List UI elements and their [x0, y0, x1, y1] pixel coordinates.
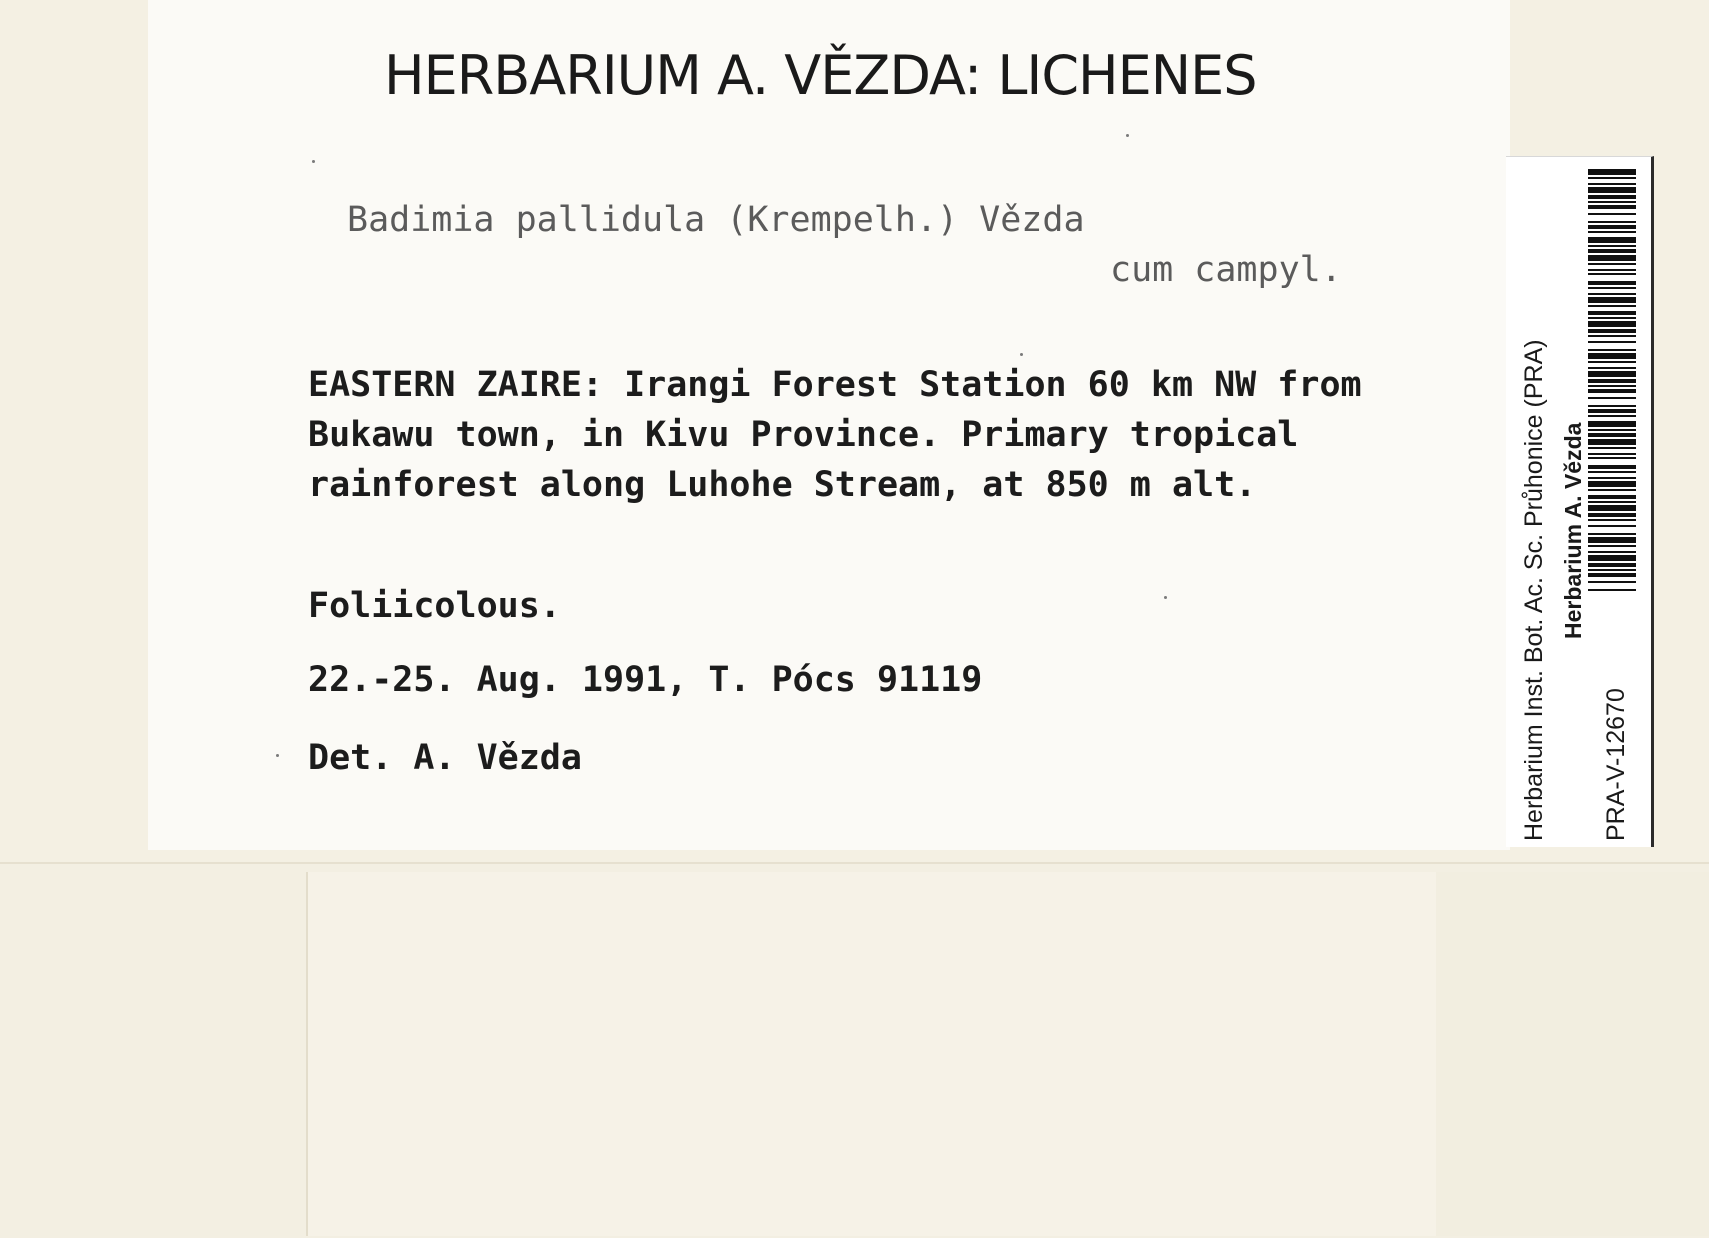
- determiner-text: Det. A. Vězda: [308, 738, 582, 778]
- lower-fold-side-panel: [1436, 872, 1709, 1236]
- lower-fold-panel: [306, 872, 1438, 1236]
- substrate-text: Foliicolous.: [308, 586, 561, 626]
- label-title: HERBARIUM A. VĚZDA: LICHENES: [384, 44, 1257, 107]
- paper-speck: [1164, 596, 1167, 599]
- collection-info: 22.-25. Aug. 1991, T. Pócs 91119: [308, 660, 983, 700]
- specimen-label: [148, 0, 1510, 850]
- paper-speck: [1126, 134, 1129, 137]
- paper-speck: [312, 160, 315, 163]
- taxon-name: Badimia pallidula (Krempelh.) Vězda: [347, 200, 1085, 240]
- catalog-number: PRA-V-12670: [1602, 688, 1630, 841]
- paper-speck: [276, 754, 279, 757]
- barcode-icon: [1588, 169, 1636, 593]
- locality-text: EASTERN ZAIRE: Irangi Forest Station 60 km NW from Bukawu town, in Kivu Province. Primary tropical rainforest along Luhohe Stream, at 850 m alt.: [308, 365, 1362, 505]
- barcode-strip: [1506, 156, 1654, 847]
- taxon-note: cum campyl.: [1110, 250, 1342, 290]
- paper-speck: [1020, 353, 1023, 356]
- herbarium-name: Herbarium A. Vězda: [1560, 422, 1586, 639]
- institution-text: Herbarium Inst. Bot. Ac. Sc. Průhonice (PRA): [1520, 339, 1548, 841]
